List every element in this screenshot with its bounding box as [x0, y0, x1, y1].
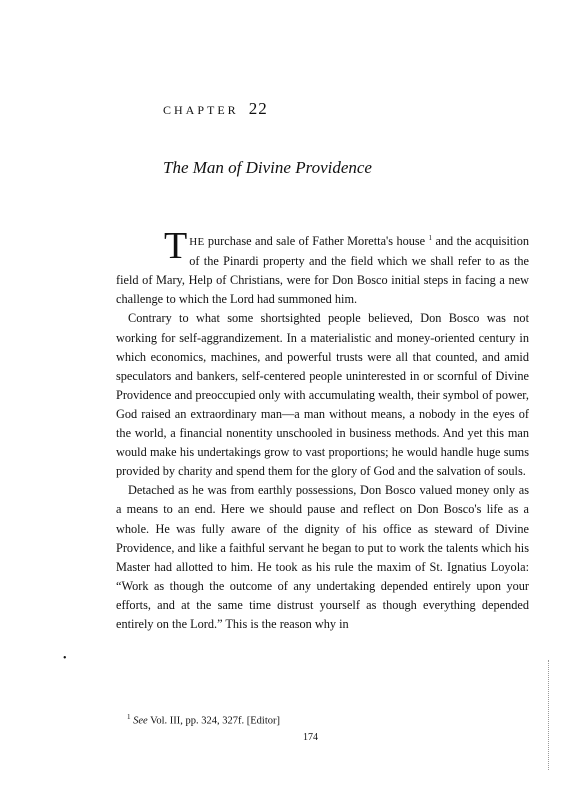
footnote-see: See — [133, 715, 148, 727]
chapter-number: 22 — [248, 99, 268, 118]
margin-rule — [548, 660, 550, 770]
paragraph-1-rest: and the acquisition of the Pinardi property and the field which we shall refer to as the field of Mary, Help of Christians, were for Don Bosco initial steps in facing a new challenge to which the Lord had summoned him. — [116, 234, 529, 307]
margin-mark: • — [63, 653, 67, 664]
chapter-label: CHAPTER — [163, 103, 239, 117]
footnote — [127, 713, 280, 727]
page-number: 174 — [303, 732, 318, 743]
lead-in: HE — [189, 236, 205, 249]
paragraph-2: Contrary to what some shortsighted people believed, Don Bosco was not working for self-aggrandizement. In a materialistic and money-oriented century in which economics, machines, and powerful trusts were all that counted, and amid speculators and bankers, self-centered people uninterested in or scornful of Divine Providence and preoccupied only with accumulating wealth, their symbol of power, God raised an extraordinary man—a man without means, a nobody in the eyes of the world, a financial nonentity unschooled in business methods. And yet this man would make his undertakings grow to vast proportions; he would handle huge sums provided by charity and spend them for the glory of God and the salvation of souls. — [116, 311, 529, 479]
body-text — [116, 225, 529, 634]
paragraph-3: Detached as he was from earthly possessions, Don Bosco valued money only as a means to an end. Here we should pause and reflect on Don Bosco's life as a whole. He was fully aware of the dignity of his office as steward of Divine Providence, and like a faithful servant he began to put to work the talents which his Master had allotted to him. He took as his rule the maxim of St. Ignatius Loyola: “Work as though the outcome of any undertaking depended entirely upon your efforts, and at the same time distrust yourself as though everything depended entirely on the Lord.” This is the reason why in — [116, 483, 529, 631]
paragraph-1 — [116, 225, 529, 309]
footnote-ref: 1 — [428, 234, 433, 242]
footnote-text: Vol. III, pp. 324, 327f. [Editor] — [147, 715, 281, 727]
paragraph-1-text: purchase and sale of Father Moretta's house — [204, 234, 429, 249]
chapter-heading — [163, 99, 268, 119]
drop-cap: T — [164, 225, 188, 267]
chapter-title: The Man of Divine Providence — [163, 158, 372, 177]
footnote-marker: 1 — [127, 713, 131, 721]
